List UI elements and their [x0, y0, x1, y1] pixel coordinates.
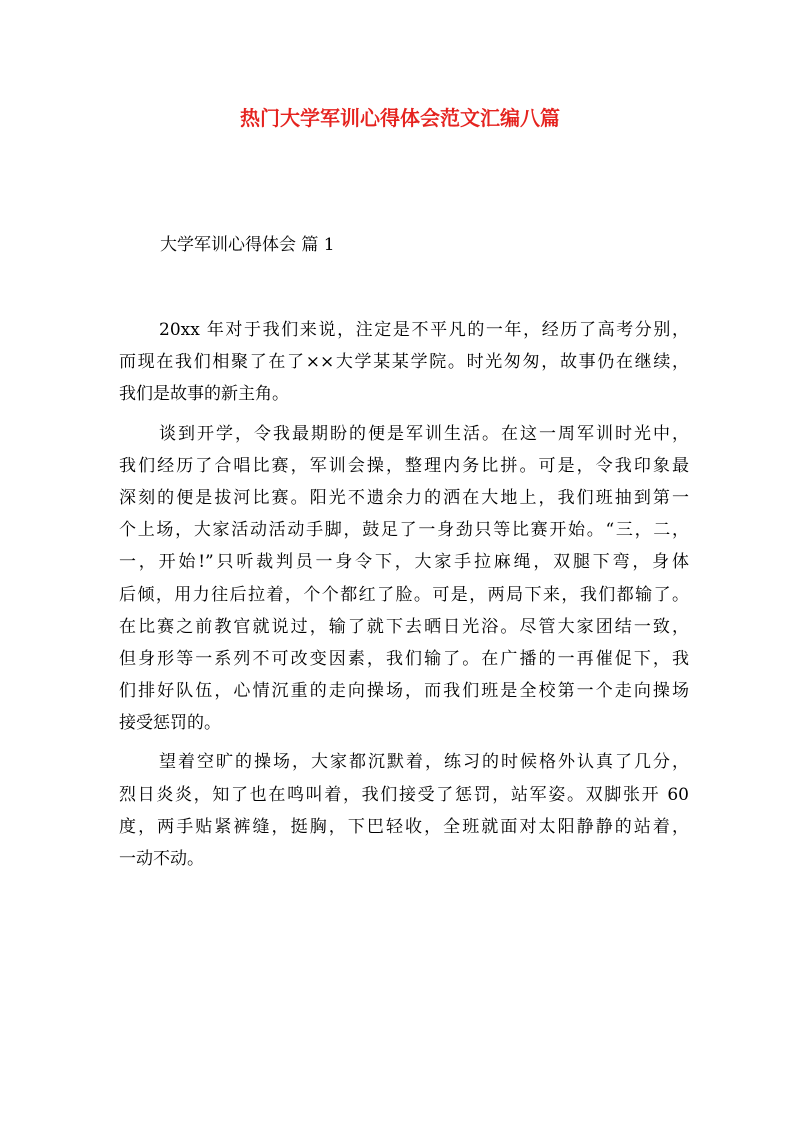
- paragraph-line: 个上场，大家活动活动手脚，鼓足了一身劲只等比赛开始。“三，二，: [119, 520, 689, 541]
- paragraph-2: [119, 418, 689, 740]
- paragraph-3: [119, 746, 689, 875]
- paragraph-line: 一动不动。: [119, 849, 204, 869]
- paragraph-line: 而现在我们相聚了在了××大学某某学院。时光匆匆，故事仍在继续，: [119, 352, 689, 373]
- paragraph-line: 20xx 年对于我们来说，注定是不平凡的一年，经历了高考分别，: [159, 320, 689, 340]
- paragraph-line: 度，两手贴紧裤缝，挺胸，下巴轻收，全班就面对太阳静静的站着，: [119, 816, 689, 837]
- paragraph-line: 后倾，用力往后拉着，个个都红了脸。可是，两局下来，我们都输了。: [119, 584, 689, 605]
- paragraph-line: 我们是故事的新主角。: [119, 384, 289, 405]
- paragraph-line: 接受惩罚的。: [119, 713, 221, 734]
- paragraph-1: [119, 314, 689, 411]
- paragraph-line: 在比赛之前教官就说过，输了就下去晒日光浴。尽管大家团结一致，: [119, 616, 689, 637]
- document-title: 热门大学军训心得体会范文汇编八篇: [240, 106, 560, 130]
- paragraph-line: 但身形等一系列不可改变因素，我们输了。在广播的一再催促下，我: [119, 648, 689, 669]
- paragraph-line: 望着空旷的操场，大家都沉默着，练习的时候格外认真了几分，: [159, 752, 689, 773]
- paragraph-line: 烈日炎炎，知了也在鸣叫着，我们接受了惩罚，站军姿。双脚张开 60: [119, 784, 689, 805]
- paragraph-line: 深刻的便是拔河比赛。阳光不遗余力的洒在大地上，我们班抽到第一: [119, 487, 689, 508]
- section-heading: 大学军训心得体会 篇 1: [160, 235, 335, 255]
- paragraph-line: 我们经历了合唱比赛，军训会操，整理内务比拼。可是，令我印象最: [119, 455, 689, 476]
- document-body: [119, 314, 689, 875]
- paragraph-line: 一，开始!”只听裁判员一身令下，大家手拉麻绳，双腿下弯，身体: [119, 552, 689, 573]
- paragraph-line: 们排好队伍，心情沉重的走向操场，而我们班是全校第一个走向操场: [119, 681, 689, 702]
- paragraph-line: 谈到开学，令我最期盼的便是军训生活。在这一周军训时光中，: [159, 423, 689, 444]
